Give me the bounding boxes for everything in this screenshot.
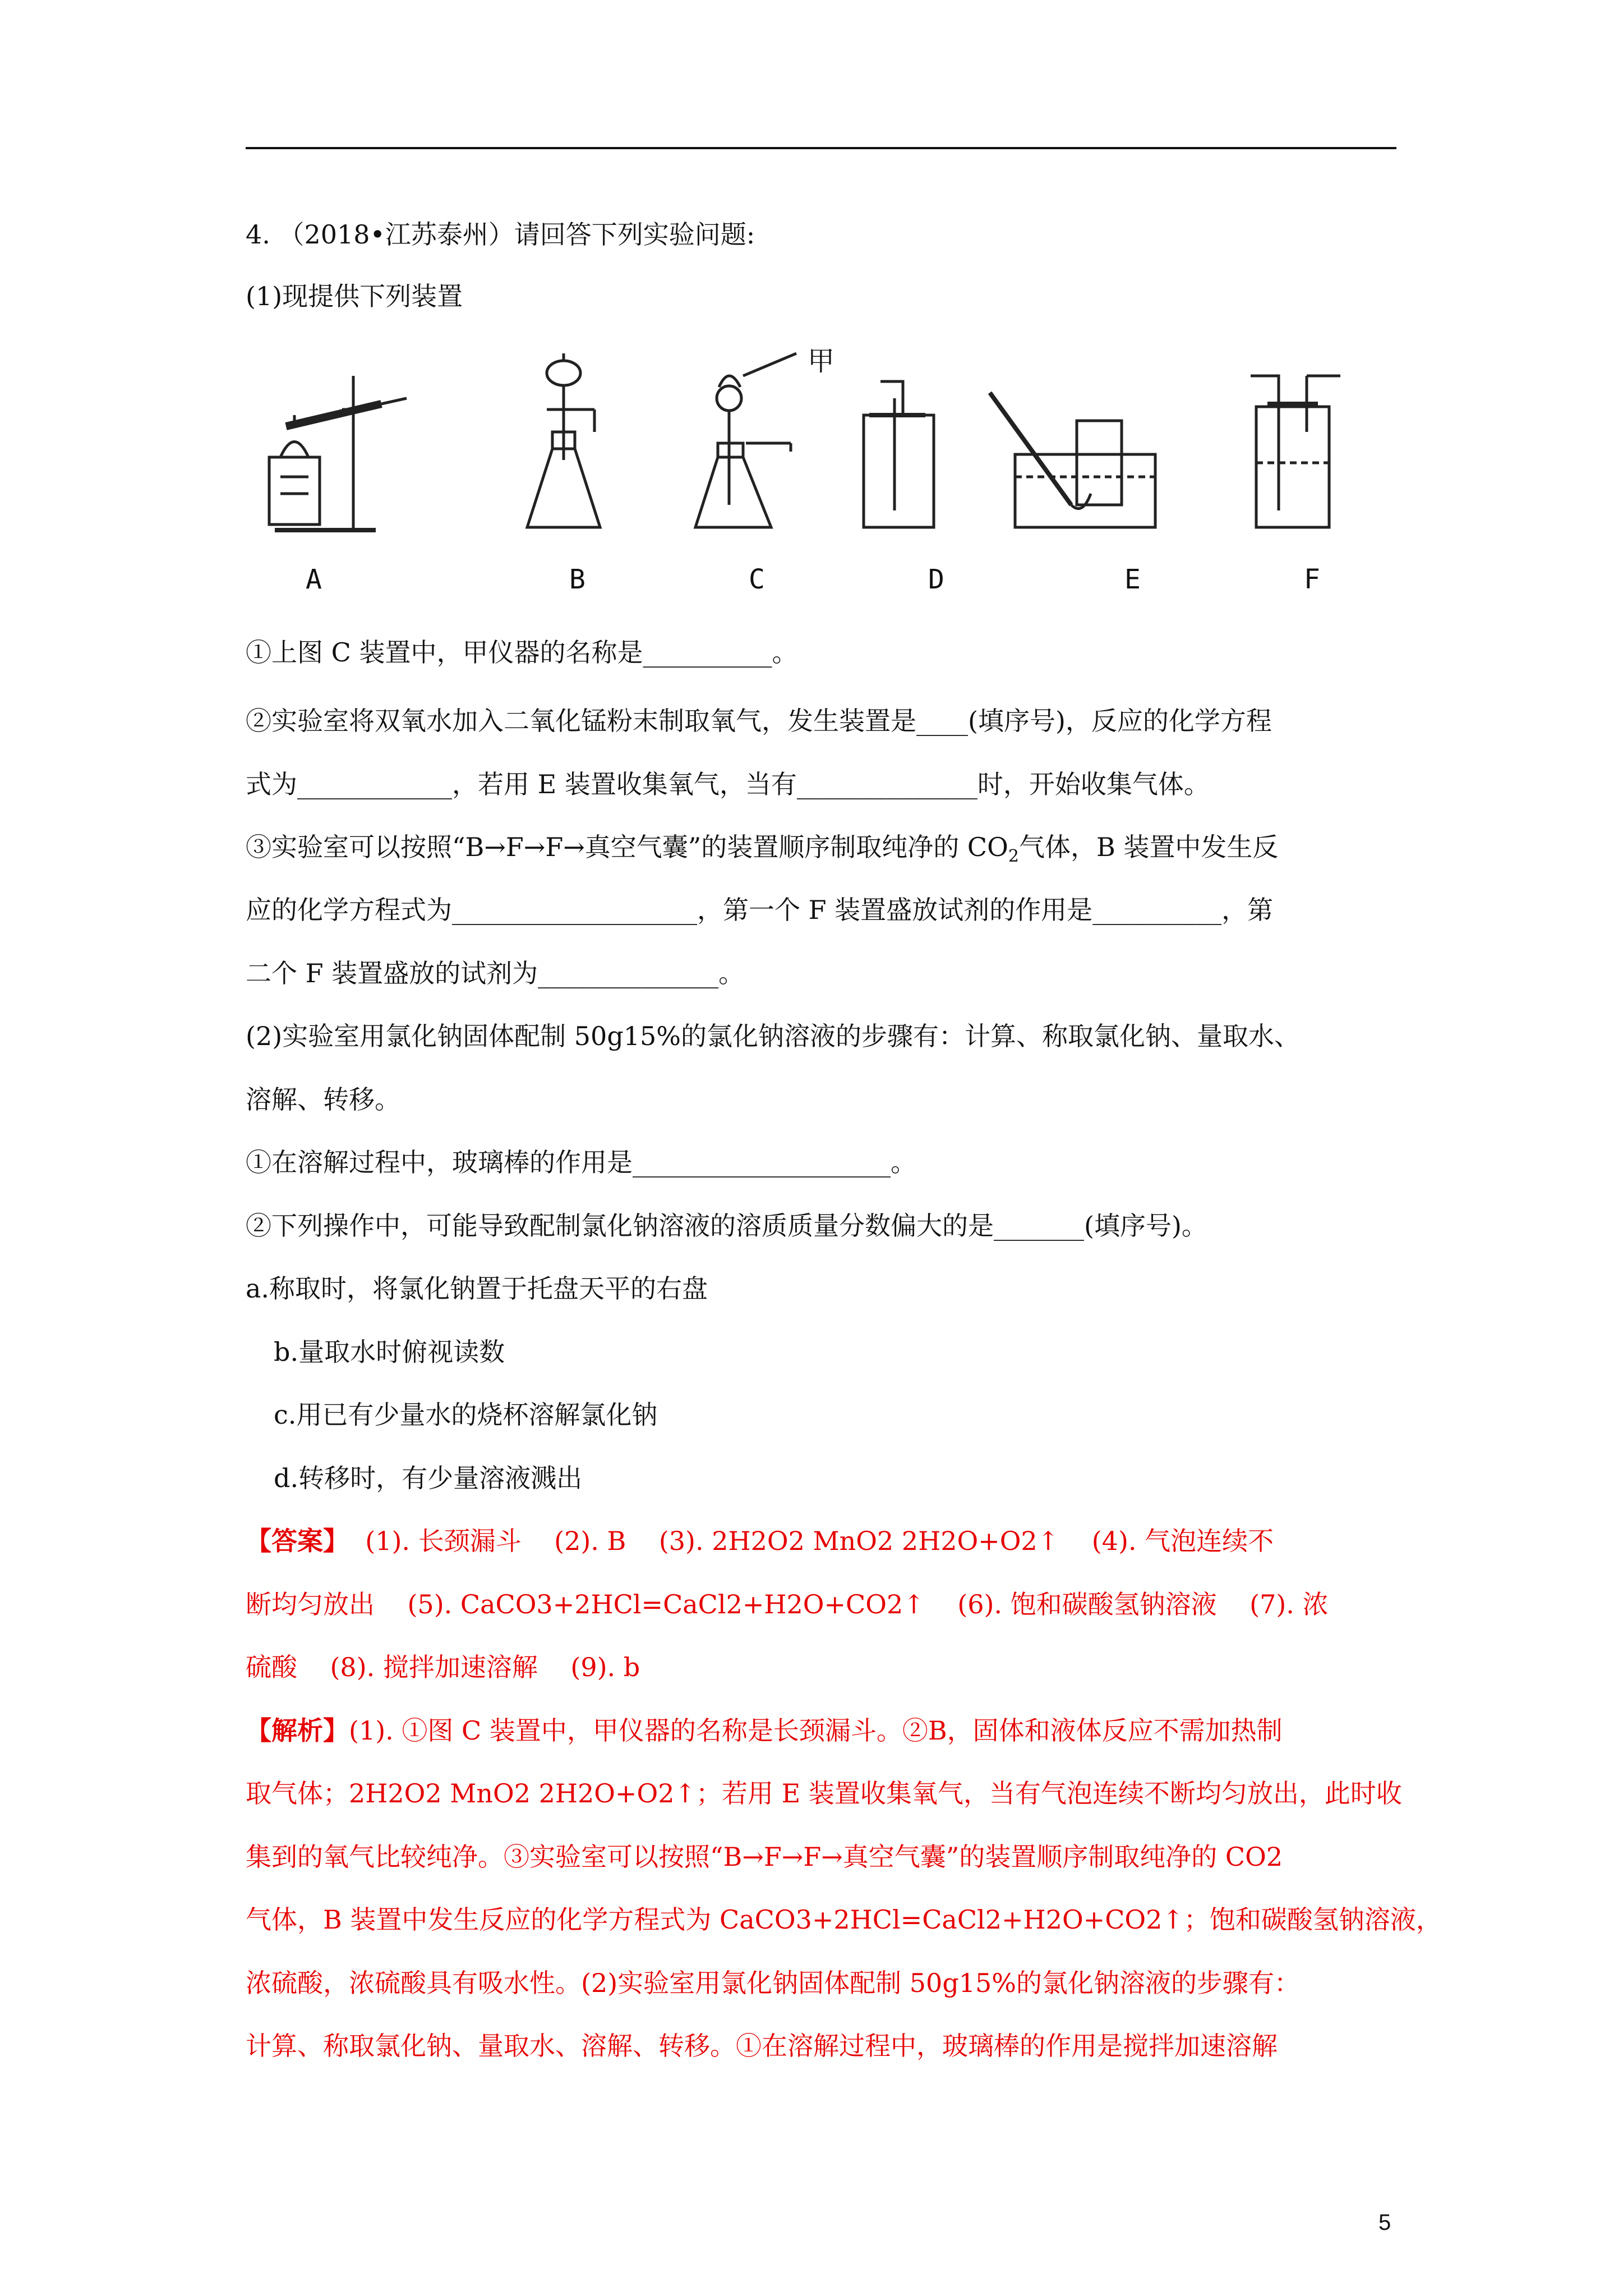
q-line-3: 式为____________，若用 E 装置收集氧气，当有______________时，开始收集气体。 [246,769,1210,799]
label-a: A [306,564,322,595]
apparatus-figure [264,342,1396,606]
apparatus-a [269,376,407,530]
option-b: b.量取水时俯视读数 [274,1337,505,1367]
answer-label: 【答案】 [246,1526,349,1556]
answer-line-2: 断均匀放出 (5). CaCO3+2HCl=CaCl2+H2O+CO2↑ (6). 饱和碳酸氢钠溶液 (7). 浓 [246,1589,1329,1619]
option-a: a.称取时，将氯化钠置于托盘天平的右盘 [246,1273,708,1304]
analysis-line-4: 气体，B 装置中发生反应的化学方程式为 CaCO3+2HCl=CaCl2+H2O+CO2↑；饱和碳酸氢钠溶液， [246,1904,1442,1935]
q-line-10: ②下列操作中，可能导致配制氯化钠溶液的溶质质量分数偏大的是_______(填序号)。 [246,1211,1207,1241]
label-f: F [1304,564,1320,595]
analysis-line-2: 取气体；2H2O2 MnO2 2H2O+O2↑；若用 E 装置收集氧气，当有气泡连续不断均匀放出，此时收 [246,1778,1402,1809]
label-e: E [1124,564,1141,595]
q-line-1: ①上图 C 装置中，甲仪器的名称是__________。 [246,637,798,668]
q-line-7: (2)实验室用氯化钠固体配制 50g15%的氯化钠溶液的步骤有：计算、称取氯化钠、量取水、 [246,1021,1301,1051]
q-line-8: 溶解、转移。 [246,1084,400,1115]
option-c: c.用已有少量水的烧杯溶解氯化钠 [274,1400,658,1430]
q-line-5: 应的化学方程式为___________________，第一个 F 装置盛放试剂的作用是__________，第 [246,895,1274,925]
header-rule [246,147,1396,149]
apparatus-d [864,381,934,527]
label-c: C [749,564,765,595]
answer-line-1: 【答案】 (1). 长颈漏斗 (2). B (3). 2H2O2 MnO2 2H2O+O2↑ (4). 气泡连续不 [246,1526,1274,1556]
q-line-6: 二个 F 装置盛放的试剂为______________。 [246,958,745,988]
apparatus-e [990,393,1155,527]
part1-intro: (1)现提供下列装置 [246,281,463,311]
question-header: 4. （2018•江苏泰州）请回答下列实验问题: [246,219,755,250]
page-number: 5 [1378,2210,1391,2235]
answer-line-3: 硫酸 (8). 搅拌加速溶解 (9). b [246,1652,640,1682]
analysis-line-6: 计算、称取氯化钠、量取水、溶解、转移。①在溶解过程中，玻璃棒的作用是搅拌加速溶解 [246,2031,1278,2061]
label-jia: 甲 [808,346,835,377]
analysis-line-5: 浓硫酸，浓硫酸具有吸水性。(2)实验室用氯化钠固体配制 50g15%的氯化钠溶液的步骤有： [246,1968,1301,1998]
apparatus-b [527,353,600,527]
label-b: B [569,564,585,595]
analysis-label: 【解析】 [246,1715,349,1746]
option-d: d.转移时，有少量溶液溅出 [274,1463,583,1493]
apparatus-c [695,353,796,527]
q-line-4: ③实验室可以按照“B→F→F→真空气囊”的装置顺序制取纯净的 $CO_2$气体，B 装置中发生反 [246,832,1279,866]
q-line-9: ①在溶解过程中，玻璃棒的作用是____________________。 [246,1147,916,1177]
apparatus-f [1251,376,1340,527]
label-d: D [928,564,944,595]
analysis-line-1: 【解析】(1). ①图 C 装置中，甲仪器的名称是长颈漏斗。②B，固体和液体反应不需加热制 [246,1715,1283,1746]
q-line-2: ②实验室将双氧水加入二氧化锰粉末制取氧气，发生装置是____(填序号)，反应的化学方程 [246,706,1272,736]
analysis-line-3: 集到的氧气比较纯净。③实验室可以按照“B→F→F→真空气囊”的装置顺序制取纯净的 CO2 [246,1842,1283,1872]
